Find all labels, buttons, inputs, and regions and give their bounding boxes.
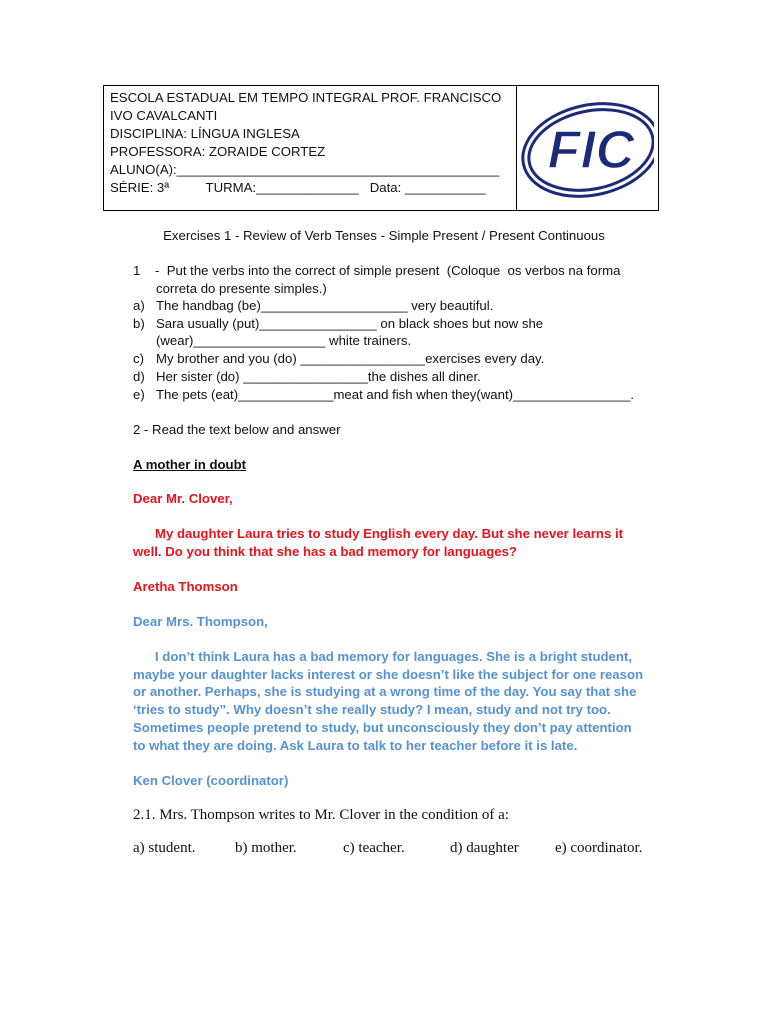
item-letter: a) <box>133 298 145 313</box>
item-letter: c) <box>133 351 144 366</box>
exercise-item-continued: (wear)__________________ white trainers. <box>156 333 412 348</box>
logo-text: FIC <box>547 120 635 180</box>
school-name-line1: ESCOLA ESTADUAL EM TEMPO INTEGRAL PROF. FRANCISCO <box>110 90 502 105</box>
fic-logo <box>519 92 654 207</box>
answer-option: b) mother. <box>235 840 297 856</box>
answer-option: d) daughter <box>450 840 519 856</box>
header-divider <box>516 86 517 210</box>
letter1-body-line: well. Do you think that she has a bad memory for languages? <box>133 544 517 559</box>
exercise1-prompt-line1: 1 - Put the verbs into the correct of simple present (Coloque os verbos na forma <box>133 263 621 278</box>
letter2-body-line: Sometimes people pretend to study, but unconsciously they don’t pay attention <box>133 720 632 735</box>
letter2-body-line: I don’t think Laura has a bad memory for languages. She is a bright student, <box>133 649 633 664</box>
exercise-item: The pets (eat)_____________meat and fish when they(want)________________. <box>156 387 635 402</box>
teacher-line: PROFESSORA: ZORAIDE CORTEZ <box>110 144 326 159</box>
question-2-1: 2.1. Mrs. Thompson writes to Mr. Clover in the condition of a: <box>133 807 509 823</box>
school-name-line2: IVO CAVALCANTI <box>110 108 218 123</box>
answer-option: c) teacher. <box>343 840 405 856</box>
letter2-body-line: maybe your daughter lacks interest or she doesn’t like the subject for one reason <box>133 667 644 682</box>
letter2-signature: Ken Clover (coordinator) <box>133 773 289 788</box>
exercise2-prompt: 2 - Read the text below and answer <box>133 422 341 437</box>
text-heading: A mother in doubt <box>133 457 247 472</box>
answer-option: a) student. <box>133 840 196 856</box>
item-letter: e) <box>133 387 145 402</box>
page-title: Exercises 1 - Review of Verb Tenses - Simple Present / Present Continuous <box>163 228 605 243</box>
letter1-salutation: Dear Mr. Clover, <box>133 491 233 506</box>
exercise1-prompt-line2: correta do presente simples.) <box>156 281 327 296</box>
header-box <box>103 85 659 211</box>
letter2-body-line: ‘tries to study”. Why doesn’t she really study? I mean, study and not try too. <box>133 702 611 717</box>
letter2-body-line: or another. Perhaps, she is studying at a wrong time of the day. You say that she <box>133 684 637 699</box>
series-line: SÉRIE: 3ª TURMA:______________ Data: ___________ <box>110 180 486 195</box>
letter1-signature: Aretha Thomson <box>133 579 238 594</box>
header-text <box>110 89 501 197</box>
letter2-body-line: to what they are doing. Ask Laura to talk to her teacher before it is late. <box>133 738 578 753</box>
item-letter: b) <box>133 316 145 331</box>
discipline-line: DISCIPLINA: LÍNGUA INGLESA <box>110 126 300 141</box>
letter1-body-line: My daughter Laura tries to study English every day. But she never learns it <box>133 526 624 541</box>
exercise-item: The handbag (be)____________________ very beautiful. <box>156 298 494 313</box>
exercise-item: My brother and you (do) _________________exercises every day. <box>156 351 545 366</box>
exercise-item: Her sister (do) _________________the dishes all diner. <box>156 369 481 384</box>
item-letter: d) <box>133 369 145 384</box>
exercise-item: Sara usually (put)________________ on black shoes but now she <box>156 316 544 331</box>
student-line: ALUNO(A):____________________________________________ <box>110 162 500 177</box>
answer-option: e) coordinator. <box>555 840 643 856</box>
letter2-salutation: Dear Mrs. Thompson, <box>133 614 268 629</box>
